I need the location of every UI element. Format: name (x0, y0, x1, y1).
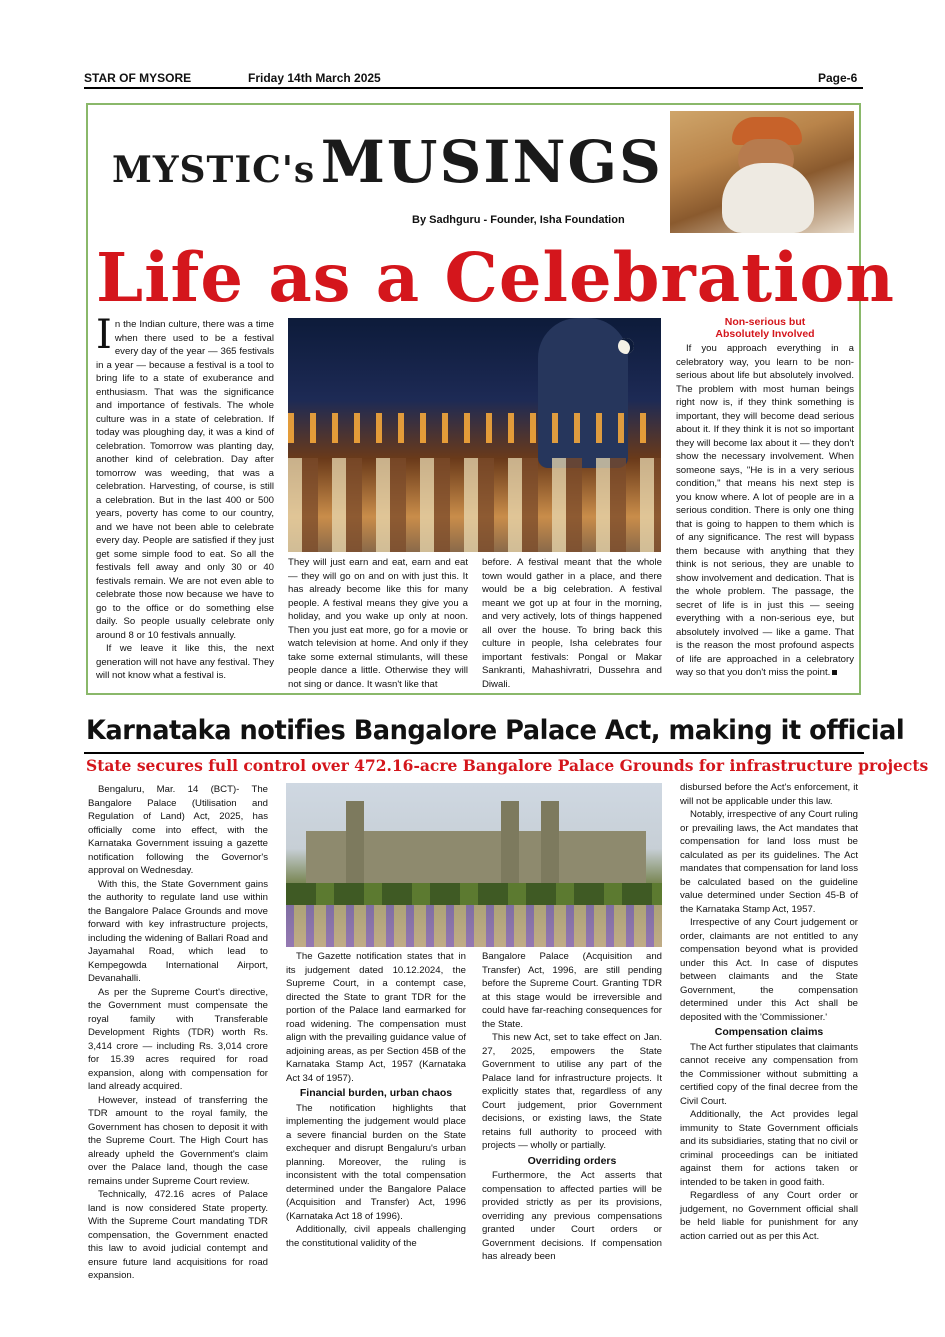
article1-paragraph: They will just earn and eat, earn and eat — they will go on and on with just this. It has already become like this for many people. A festival means they give you a holiday, and you wake up only at noon. Then you just eat more, go for a movie or watch television at home. And only if they take some external stimulants, will these people dance a little. Otherwise they will not sing or dance. It wasn't like that (288, 557, 468, 690)
article1-column-1 (96, 312, 274, 683)
column-name (112, 128, 663, 196)
headline-rule (84, 752, 864, 754)
palace-tower (346, 801, 364, 889)
page-number: Page-6 (818, 71, 858, 85)
article2-paragraph: Furthermore, the Act asserts that compensation to affected parties will be provided strictly as per its provisions, overriding any previous compensations granted under Court orders or Government decisions. If compensation has already been (482, 1170, 662, 1262)
garden-hedges (286, 883, 662, 905)
article2-column-3 (482, 950, 662, 1264)
torch-lights (288, 413, 661, 443)
article2-column-4 (680, 781, 858, 1243)
article2-paragraph: Bangalore Palace (Acquisition and Transfer) Act, 1996, are still pending before the Supreme Court. Granting TDR at this stage would be irreversible and could have far-reaching consequences for the State. (482, 951, 662, 1030)
issue-date: Friday 14th March 2025 (248, 71, 381, 85)
article2-paragraph: However, instead of transferring the TDR amount to the royal family, the Government has chosen to deposit it with the Supreme Court. The High Court has already upheld the Government's claim over the Palace land, though the case remains under Supreme Court review. (88, 1094, 268, 1187)
article2-paragraph: Irrespective of any Court judgement or order, claimants are not entitled to any compensation beyond what is provided under this Act. In case of disputes between claimants and the State Government, the compensation determined under this Act shall be deposited with the 'Commissioner.' (680, 917, 858, 1023)
article-title: Life as a Celebration (96, 238, 895, 317)
dropcap: I (96, 312, 112, 358)
column-name-small: MYSTIC's (112, 149, 316, 191)
article2-paragraph: Notably, irrespective of any Court ruling or prevailing laws, the Act mandates that compensation for land loss must be calculated as per its guidelines. The Act mandates that compensation for land loss be calculated based on the guideline value determined under Section 45-B of the Karnataka Stamp Act, 1957. (680, 809, 858, 915)
palace-tower (541, 801, 559, 889)
moon-icon (618, 338, 634, 354)
article2-paragraph: With this, the State Government gains the authority to regulate land use within the Bangalore Palace Grounds and move forward with key infrastructure projects, including the widening of Ballari Road and Jayamahal Road, which lead to Kempegowda International Airport, Devanahalli. (88, 878, 268, 984)
subheading-line-1: Non-serious but (724, 316, 806, 328)
article2-paragraph: The notification highlights that implementing the judgement would place a severe financial burden on the State exchequer and disrupt Bengaluru's urban planning. Moreover, the ruling is inconsistent with the total compensation determined under the Bangalore Palace (Acquisition and Transfer) Act, 1996 (Karnataka Act 18 of 1996). (286, 1102, 466, 1222)
headline: Karnataka notifies Bangalore Palace Act, making it official (86, 715, 905, 746)
article2-paragraph: Technically, 472.16 acres of Palace land is now considered State property. With the Supreme Court mandating TDR compensation, the Government enacted this law to avoid judicial contempt and ensure future land acquisitions for road expansion. (88, 1189, 268, 1281)
article1-paragraph: If you approach everything in a celebratory way, you learn to be non-serious about life but absolutely involved. The problem with most human beings right now is, if they think something is important, they will become dead serious about it. If they think it is not so important they will become lax about it — they don't show the necessary involvement. When someone says, "He is in a very serious condition," that means his next step is you know where. A lot of people are in a serious condition. There is only one thing that is going to happen to them which is of any significance. The rest will bypass them because with anything that they think is not serious, they are unable to show involvement and dedication. That is the whole problem. The passage, the secret of life is in just this — seeing everything with a non-serious eye, but absolutely involved — like a game. That is the reason the most profound aspects of life are approached in a celebratory way so that you don't miss the point. (676, 343, 854, 678)
column-name-big: MUSINGS (320, 128, 663, 196)
article2-paragraph: Additionally, the Act provides legal immunity to State Government officials and its subsidiaries, stating that no civil or criminal proceedings can be initiated against them for actions taken or intended to be taken in good faith. (680, 1109, 858, 1188)
flower-beds (286, 905, 662, 947)
article1-paragraph: If we leave it like this, the next generation will not have any festival. They will not know what a festival is. (96, 643, 274, 681)
dancers (288, 458, 661, 552)
article2-paragraph: As per the Supreme Court's directive, the Government must compensate the royal family with Transferable Development Rights (TDR) worth Rs. 3,414 crore — including Rs. 3,014 crore for 15.39 acres required for road expansion, along with compensation for land already acquired. (88, 986, 268, 1092)
article1-column-2 (288, 556, 468, 691)
author-photo (670, 111, 854, 233)
palace-tower (501, 801, 519, 889)
festival-photo (288, 318, 661, 552)
section-heading: Overriding orders (527, 1154, 617, 1167)
article2-paragraph: This new Act, set to take effect on Jan. 27, 2025, empowers the State Government to utilise any part of the Palace land for infrastructure projects. It explicitly states that, regardless of any Court judgement, prior Government decisions, or existing laws, the State retains full authority to proceed with projects — wholly or partially. (482, 1032, 662, 1151)
subheading-line-2: Absolutely Involved (715, 328, 815, 340)
article1-column-3 (482, 556, 662, 691)
article2-paragraph: The Act further stipulates that claimants cannot receive any compensation from the Commissioner without submitting a certified copy of the final decree from the Civil Court. (680, 1041, 858, 1107)
article2-column-1 (88, 783, 268, 1283)
section-heading: Compensation claims (714, 1026, 824, 1038)
article2-column-2 (286, 950, 466, 1250)
article2-paragraph: disbursed before the Act's enforcement, it will not be applicable under this law. (680, 782, 858, 807)
beard-shape (722, 163, 814, 233)
article1-paragraph: n the Indian culture, there was a time when there used to be a festival every day of the year — 365 festivals in a year — because a festival is a tool to bring life to a state of exuberance and enthusiasm. That was the significance and importance of festivals. The whole culture was in a state of celebration. If today was ploughing day, it was a kind of celebration. Tomorrow was planting day, another kind of celebration. Day after tomorrow was weeding, that was a celebration. Harvesting, of course, is still a celebration. But in the last 400 or 500 years, poverty has come to our country, and we have not been able to celebrate every day. People are satisfied if they just get some simple food to eat. So all the festivals fell away and only 30 or 40 festivals remain. We are not even able to celebrate those now because we have to go to the office or do something else daily. So people usually celebrate only around 8 or 10 festivals annually. (96, 319, 274, 641)
header-rule (84, 87, 863, 89)
subheadline: State secures full control over 472.16-acre Bangalore Palace Grounds for infrastructure projects (86, 756, 929, 775)
palace-photo (286, 783, 662, 947)
article1-paragraph: before. A festival meant that the whole town would gather in a place, and there would be a big celebration. A festival meant we got up at four in the morning, and very actively, lots of things happened all over the house. To bring back this culture in people, Isha celebrates four important festivals: Pongal or Makar Sankranti, Mahashivratri, Dussehra and Diwali. (482, 557, 662, 690)
byline: By Sadhguru - Founder, Isha Foundation (412, 214, 625, 226)
article2-paragraph: Bengaluru, Mar. 14 (BCT)- The Bangalore Palace (Utilisation and Regulation of Land) Act, 2025, has officially come into effect, with the Karnataka Government issuing a gazette notification following the Governor's approval on Wednesday. (88, 784, 268, 876)
article2-paragraph: Additionally, civil appeals challenging the constitutional validity of the (286, 1224, 466, 1249)
adiyogi-statue (538, 318, 628, 468)
article2-paragraph: The Gazette notification states that in its judgement dated 10.12.2024, the Supreme Court, in a contempt case, directed the State to grant TDR for the portion of the Palace land earmarked for road widening. The compensation must align with the prevailing guidance value of adjoining areas, as per Section 45B of the Karnataka Stamp Act, 1957 (Karnataka Act 34 of 1957). (286, 951, 466, 1084)
section-heading: Financial burden, urban chaos (299, 1087, 453, 1099)
article1-column-4 (676, 316, 854, 680)
article2-paragraph: Regardless of any Court order or judgement, no Government official shall be held liable for punishment for any action carried out as per this Act. (680, 1190, 858, 1242)
end-mark-icon (832, 670, 837, 675)
paper-name: STAR OF MYSORE (84, 71, 192, 85)
